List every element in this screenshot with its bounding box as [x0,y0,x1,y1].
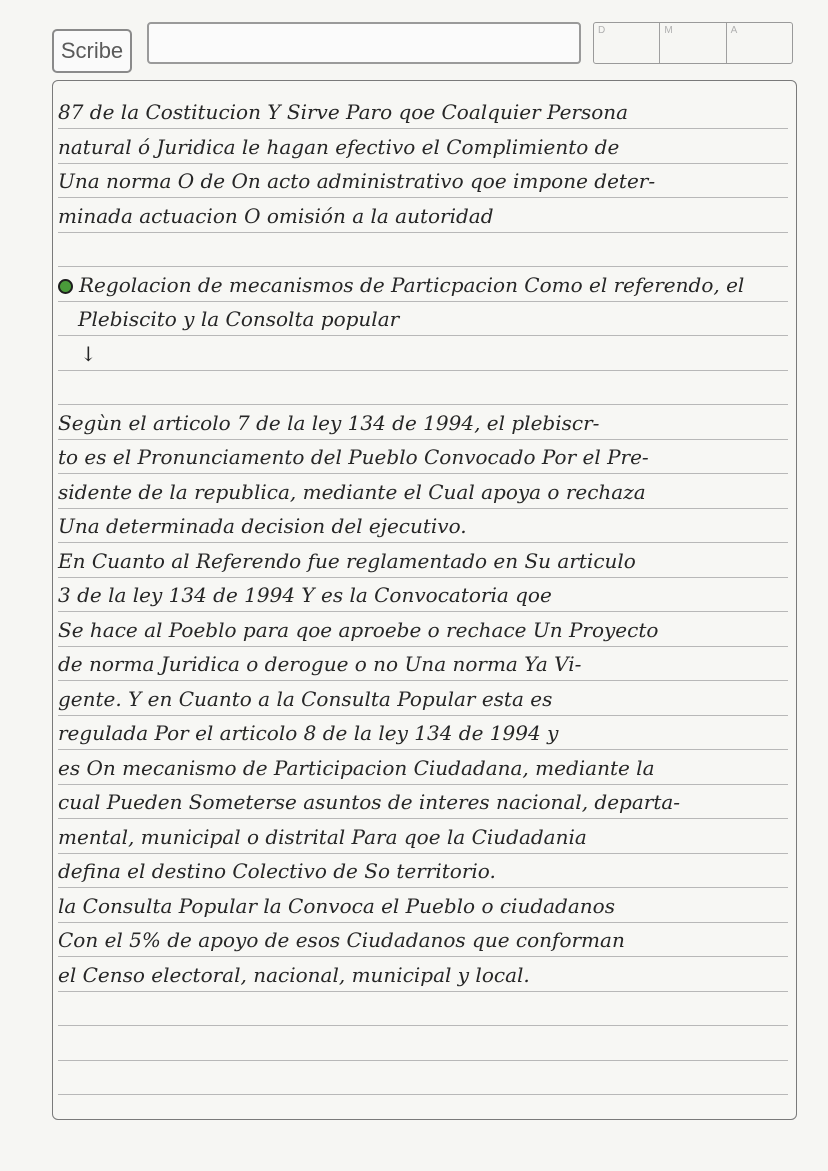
text-line: Una norma O de On acto administrativo qoe impone deter- [58,169,656,193]
bullet-text: Regolacion de mecanismos de Particpacion Como el referendo, el [79,272,745,297]
text-line: sidente de la republica, mediante el Cual apoya o rechaza [58,479,646,504]
date-month-cell[interactable] [660,23,726,63]
text-line: Plebiscito y la Consolta popular [78,307,400,331]
text-line: Una determinada decision del ejecutivo. [58,514,467,538]
title-field[interactable] [147,22,581,64]
ruled-line [58,1060,788,1061]
date-day-label: D [598,25,606,36]
blank-line [58,371,793,406]
text-line: Se hace al Poeblo para qoe aproebe o rechace Un Proyecto [58,617,659,642]
text-line: Segùn el articolo 7 de la ley 134 de 1994, el plebiscr- [58,410,600,435]
text-line: es On mecanismo de Participacion Ciudadana, mediante la [58,755,655,780]
text-line: En Cuanto al Referendo fue reglamentado en Su articulo [58,548,636,573]
blank-line [58,233,793,268]
text-line: gente. Y en Cuanto a la Consulta Popular esta es [58,686,553,711]
text-line: el Censo electoral, nacional, municipal y local. [58,962,530,987]
text-line: defina el destino Colectivo de So territorio. [58,859,496,883]
text-line: to es el Pronunciamento del Pueblo Convocado Por el Pre- [58,445,649,469]
text-line: natural ó Juridica le hagan efectivo el Complimiento de [58,134,620,159]
ruled-line [58,1094,788,1095]
text-line: mental, municipal o distrital Para qoe la Ciudadania [58,824,587,849]
text-line: Con el 5% de apoyo de esos Ciudadanos que conforman [58,928,625,952]
date-day-cell[interactable] [594,23,660,63]
date-year-cell[interactable] [727,23,792,63]
down-arrow-icon: ↓ [80,341,97,366]
text-line: minada actuacion O omisión a la autoridad [58,203,494,228]
date-month-label: M [664,25,673,36]
ruled-line [58,1025,788,1026]
text-line: de norma Juridica o derogue o no Una norma Ya Vi- [58,652,582,676]
date-year-label: A [730,25,738,36]
text-line: la Consulta Popular la Convoca el Pueblo o ciudadanos [58,893,615,918]
text-line: regulada Por el articolo 8 de la ley 134 de 1994 y [58,721,559,745]
text-line: cual Pueden Someterse asuntos de interes nacional, departa- [58,790,681,814]
brand-logo: Scribe [52,29,132,73]
header [0,0,828,90]
bullet-dot-icon [58,279,73,294]
bullet-line [58,268,793,303]
text-line: 3 de la ley 134 de 1994 Y es la Convocatoria qoe [58,583,552,607]
handwritten-text [58,95,793,992]
text-line: 87 de la Costitucion Y Sirve Paro qoe Coalquier Persona [58,100,629,124]
date-field[interactable] [593,22,793,64]
